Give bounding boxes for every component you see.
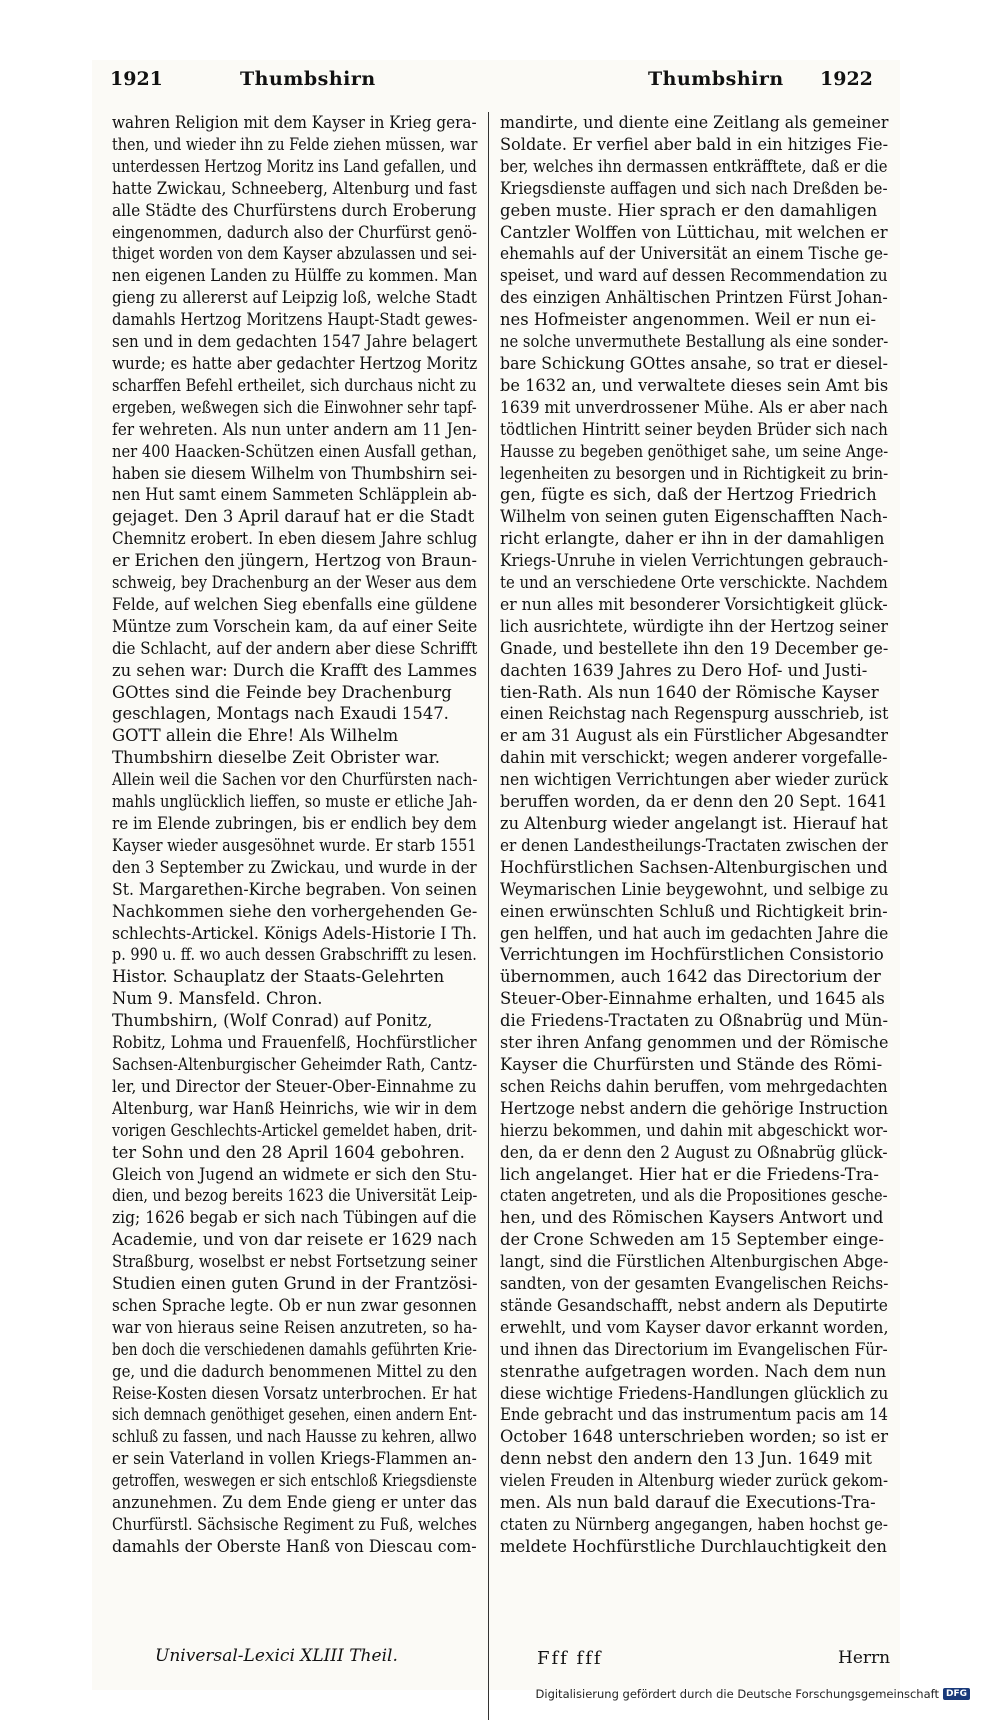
page-header	[110, 68, 900, 100]
right-page-number: 1922	[820, 68, 873, 90]
text-line: Kriegs-Unruhe in vielen Verrichtungen gebrauch-	[500, 551, 889, 571]
text-line: eingenommen, dadurch also der Churfürst genö-	[112, 222, 478, 242]
text-line: p. 990 u. ff. wo auch dessen Grabschrifft zu lesen.	[112, 945, 477, 965]
text-line: fer wehreten. Als nun unter andern am 11 Jen-	[112, 419, 477, 439]
text-line: damahls der Oberste Hanß von Diescau com-	[112, 1536, 477, 1556]
credit-text: Digitalisierung gefördert durch die Deutsche Forschungsgemeinschaft	[535, 1687, 939, 1701]
text-line: schweig, bey Drachenburg an der Weser aus dem	[112, 573, 477, 593]
text-line: anzunehmen. Zu dem Ende gieng er unter das	[112, 1493, 478, 1513]
text-line: Nachkommen siehe den vorhergehenden Ge-	[112, 901, 478, 921]
text-line: Reise-Kosten diesen Vorsatz unterbrochen. Er hat	[112, 1383, 477, 1403]
text-line: St. Margarethen-Kirche begraben. Von seinen	[112, 879, 477, 899]
text-line: ehemahls auf der Universität an einem Tische ge-	[500, 244, 889, 264]
text-line: tödtlichen Hintritt seiner beyden Brüder sich nach	[500, 419, 888, 439]
text-line: Allein weil die Sachen vor den Churfürsten nach-	[112, 770, 478, 790]
text-line: übernommen, auch 1642 das Directorium der	[500, 967, 881, 987]
text-line: scharffen Befehl ertheilet, sich durchaus nicht zu	[112, 375, 477, 395]
text-line: then, und wieder ihn zu Felde ziehen müssen, war	[112, 134, 478, 154]
text-line: thiget worden von dem Kayser abzulassen und sei-	[112, 244, 477, 264]
text-line: schluß zu fassen, und nach Hausse zu kehren, allwo	[112, 1427, 477, 1447]
text-line: hierzu bekommen, und dahin mit abgeschickt wor-	[500, 1120, 888, 1140]
text-line: er sein Vaterland in vollen Kriegs-Flammen an-	[112, 1449, 477, 1469]
text-line: schlechts-Artickel. Königs Adels-Historie I Th.	[112, 923, 477, 943]
text-line: Histor. Schauplatz der Staats-Gelehrten	[112, 967, 445, 987]
text-line: geschlagen, Montags nach Exaudi 1547.	[112, 704, 449, 724]
text-line: damahls Hertzog Moritzens Haupt-Stadt gewes-	[112, 310, 478, 330]
text-line: lich angelanget. Hier hat er die Friedens-Tra-	[500, 1164, 879, 1184]
text-line: Churfürstl. Sächsische Regiment zu Fuß, welches	[112, 1515, 477, 1534]
text-line: nen wichtigen Verrichtungen aber wieder zurück	[500, 770, 889, 790]
text-line: zu Altenburg wieder angelangt ist. Hierauf hat	[500, 814, 888, 833]
text-line: die Schlacht, auf der andern aber diese Schrifft	[112, 638, 478, 658]
text-line: Kayser wieder ausgesöhnet wurde. Er starb 1551	[112, 835, 477, 855]
text-line: men. Als nun bald darauf die Executions-Tra-	[500, 1493, 876, 1513]
left-text-column	[112, 112, 477, 1558]
text-line: ge, und die dadurch benommenen Mittel zu den	[112, 1361, 478, 1381]
text-line: sich demnach genöthiget gesehen, einen andern Ent-	[112, 1405, 477, 1425]
text-line: geben muste. Hier sprach er den damahligen	[500, 200, 878, 220]
text-line: richt erlangte, daher er ihn in der damahligen	[500, 529, 885, 549]
text-line: ler, und Director der Steuer-Ober-Einnahme zu	[112, 1076, 477, 1096]
text-line: er denen Landestheilungs-Tractaten zwischen der	[500, 835, 888, 855]
text-line: October 1648 unterschrieben worden; so ist er	[500, 1427, 889, 1447]
text-line: er am 31 August als ein Fürstlicher Abgesandter	[500, 726, 888, 746]
text-line: Verrichtungen im Hochfürstlichen Consistorio	[500, 945, 884, 965]
text-line: schen Reichs dahin beruffen, vom mehrgedachten	[500, 1076, 888, 1096]
text-line: tien-Rath. Als nun 1640 der Römische Kayser	[500, 682, 879, 702]
text-line: Hertzoge nebst andern die gehörige Instruction	[500, 1098, 888, 1118]
text-line: re im Elende zubringen, bis er endlich bey dem	[112, 814, 477, 833]
text-line: legenheiten zu besorgen und in Richtigkeit zu brin-	[500, 463, 889, 483]
text-line: denn nebst den andern den 13 Jun. 1649 mit	[500, 1449, 872, 1469]
text-line: unterdessen Hertzog Moritz ins Land gefallen, und	[112, 156, 477, 176]
text-line: Felde, auf welchen Sieg ebenfalls eine güldene	[112, 594, 478, 614]
text-line: Soldate. Er verfiel aber bald in ein hitziges Fie-	[500, 134, 889, 154]
footer-signature-mark: Fff fff	[537, 1648, 603, 1669]
text-line: gen, fügte es sich, daß der Hertzog Friedrich	[500, 485, 877, 505]
text-line: Gnade, und bestellete ihn den 19 December ge-	[500, 638, 889, 658]
text-line: den 3 September zu Zwickau, und wurde in der	[112, 857, 477, 877]
digitization-credit	[536, 1687, 970, 1701]
text-line: Sachsen-Altenburgischer Geheimder Rath, Cantz-	[112, 1054, 478, 1074]
text-line: bare Schickung GOttes ansahe, so trat er diesel-	[500, 353, 888, 373]
text-line: sandten, von der gesamten Evangelischen Reichs-	[500, 1274, 889, 1294]
text-line: diese wichtige Friedens-Handlungen glücklich zu	[500, 1383, 889, 1403]
text-line: langt, sind die Fürstlichen Altenburgischen Abge-	[500, 1252, 889, 1272]
text-line: er Erichen den jüngern, Hertzog von Braun-	[112, 551, 477, 571]
text-line: ner 400 Haacken-Schützen einen Ausfall gethan,	[112, 441, 477, 461]
text-line: Num 9. Mansfeld. Chron.	[112, 989, 323, 1009]
text-line: war von hieraus seine Reisen anzutreten, so ha-	[112, 1317, 478, 1337]
text-line: zig; 1626 begab er sich nach Tübingen auf die	[112, 1208, 477, 1228]
text-line: Straßburg, woselbst er nebst Fortsetzung seiner	[112, 1252, 478, 1272]
text-line: Chemnitz erobert. In eben diesem Jahre schlug	[112, 529, 478, 549]
text-line: Müntze zum Vorschein kam, da auf einer Seite	[112, 616, 478, 636]
text-line: Academie, und von dar reisete er 1629 nach	[112, 1230, 478, 1250]
text-line: haben sie diesem Wilhelm von Thumbshirn sei-	[112, 463, 478, 483]
text-line: ter Sohn und den 28 April 1604 gebohren.	[112, 1142, 465, 1162]
text-line: 1639 mit unverdrossener Mühe. Als er aber nach	[500, 397, 888, 417]
text-line: be 1632 an, und verwaltete dieses sein Amt bis	[500, 375, 889, 395]
text-line: mahls unglücklich lieffen, so muste er etliche Jah-	[112, 792, 478, 812]
text-line: alle Städte des Churfürstens durch Eroberung	[112, 200, 477, 220]
text-line: Weymarischen Linie beygewohnt, und selbige zu	[500, 879, 889, 899]
text-line: ergeben, weßwegen sich die Einwohner sehr tapf-	[112, 397, 477, 417]
text-line: ben doch die verschiedenen damahls geführten Krie-	[112, 1339, 477, 1359]
text-line: er nun alles mit besonderer Vorsichtigkeit glück-	[500, 594, 888, 614]
text-line: beruffen worden, da er denn den 20 Sept. 1641	[500, 792, 888, 812]
text-line: Thumbshirn, (Wolf Conrad) auf Ponitz,	[112, 1011, 433, 1031]
text-line: erwehlt, und vom Kayser davor erkannt worden,	[500, 1317, 889, 1337]
text-line: speiset, und ward auf dessen Recommendation zu	[500, 266, 888, 286]
text-line: sen und in dem gedachten 1547 Jahre belagert	[112, 332, 478, 352]
text-line: lich ausrichtete, würdigte ihn der Hertzog seiner	[500, 616, 888, 636]
right-running-title: Thumbshirn	[648, 68, 784, 90]
text-line: den, da er denn den 2 August zu Oßnabrüg glück-	[500, 1142, 888, 1162]
text-line: gieng zu allererst auf Leipzig loß, welche Stadt	[112, 288, 477, 308]
dfg-logo: DFG	[943, 1688, 970, 1700]
text-line: Ende gebracht und das instrumentum pacis am 14	[500, 1405, 889, 1425]
text-line: hatte Zwickau, Schneeberg, Altenburg und fast	[112, 178, 477, 198]
text-line: stenrathe aufgetragen worden. Nach dem nun	[500, 1361, 887, 1381]
text-line: Wilhelm von seinen guten Eigenschafften Nach-	[500, 507, 888, 527]
text-line: dien, und bezog bereits 1623 die Universität Leip-	[112, 1186, 478, 1206]
text-line: wahren Religion mit dem Kayser in Krieg gera-	[112, 113, 477, 132]
text-line: ster ihren Anfang genommen und der Römische	[500, 1033, 889, 1053]
column-divider	[488, 112, 489, 1720]
text-line: hen, und des Römischen Kaysers Antwort und	[500, 1208, 884, 1228]
text-line: Gleich von Jugend an widmete er sich den Stu-	[112, 1164, 477, 1184]
text-line: schen Sprache legte. Ob er nun zwar gesonnen	[112, 1295, 477, 1315]
text-line: gen helffen, und hat auch im gedachten Jahre die	[500, 923, 889, 943]
text-line: dachten 1639 Jahres zu Dero Hof- und Justi-	[500, 660, 868, 680]
text-line: der Crone Schweden am 15 September einge-	[500, 1230, 884, 1250]
text-line: einen Reichstag nach Regenspurg ausschrieb, ist	[500, 704, 889, 724]
text-line: Studien einen guten Grund in der Frantzösi-	[112, 1274, 478, 1294]
text-line: Hausse zu begeben genöthiget sahe, um seine Ange-	[500, 441, 889, 461]
text-line: getroffen, weswegen er sich entschloß Kriegsdienste	[112, 1471, 477, 1491]
text-line: meldete Hochfürstliche Durchlauchtigkeit den	[500, 1536, 887, 1556]
text-line: Thumbshirn dieselbe Zeit Obrister war.	[112, 748, 441, 768]
text-line: GOttes sind die Feinde bey Drachenburg	[112, 682, 452, 702]
text-line: vorigen Geschlechts-Artickel gemeldet haben, drit-	[112, 1120, 477, 1140]
text-line: vielen Freuden in Altenburg wieder zurück gekom-	[500, 1471, 889, 1491]
left-running-title: Thumbshirn	[240, 68, 376, 90]
text-line: nen eigenen Landen zu Hülffe zu kommen. Man	[112, 266, 478, 286]
text-line: dahin mit verschickt; wegen anderer vorgefalle-	[500, 748, 888, 768]
text-line: GOTT allein die Ehre! Als Wilhelm	[112, 726, 399, 746]
text-line: gejaget. Den 3 April darauf hat er die Stadt	[112, 507, 475, 527]
text-line: ber, welches ihn dermassen entkräfftete, daß er die	[500, 156, 888, 176]
text-line: wurde; es hatte aber gedachter Hertzog Moritz	[112, 353, 478, 373]
text-line: zu sehen war: Durch die Krafft des Lammes	[112, 660, 477, 680]
text-line: Hochfürstlichen Sachsen-Altenburgischen und	[500, 857, 888, 877]
text-line: mandirte, und diente eine Zeitlang als gemeiner	[500, 113, 889, 132]
text-line: Robitz, Lohma und Frauenfelß, Hochfürstlicher	[112, 1033, 477, 1053]
text-line: des einzigen Anhältischen Printzen Fürst Johan-	[500, 288, 888, 308]
footer-volume: Universal-Lexici XLIII Theil.	[155, 1646, 398, 1666]
text-line: Kriegsdienste auffagen und sich nach Dreßden be-	[500, 178, 888, 198]
text-line: Cantzler Wolffen von Lüttichau, mit welchen er	[500, 222, 888, 242]
text-line: nen Hut samt einem Sammeten Schläpplein ab-	[112, 485, 477, 505]
text-line: Steuer-Ober-Einnahme erhalten, und 1645 als	[500, 989, 885, 1009]
text-line: stände Gesandschafft, nebst andern als Deputirte	[500, 1295, 888, 1315]
text-line: Altenburg, war Hanß Heinrichs, wie wir in dem	[112, 1098, 478, 1118]
footer-catchword: Herrn	[838, 1648, 891, 1668]
text-line: die Friedens-Tractaten zu Oßnabrüg und Mün-	[500, 1011, 888, 1031]
text-line: und ihnen das Directorium im Evangelischen Für-	[500, 1339, 888, 1359]
left-page-number: 1921	[110, 68, 163, 90]
text-line: Kayser die Churfürsten und Stände des Römi-	[500, 1054, 883, 1074]
text-line: ctaten zu Nürnberg angegangen, haben hochst ge-	[500, 1515, 888, 1534]
text-line: ctaten angetreten, und als die Propositiones gesche-	[500, 1186, 888, 1206]
text-line: ne solche unvermuthete Bestallung als eine sonder-	[500, 332, 889, 352]
text-line: te und an verschiedene Orte verschickte. Nachdem	[500, 573, 888, 593]
text-line: nes Hofmeister angenommen. Weil er nun ei-	[500, 310, 877, 330]
text-line: einen erwünschten Schluß und Richtigkeit brin-	[500, 901, 888, 921]
right-text-column	[500, 112, 888, 1558]
